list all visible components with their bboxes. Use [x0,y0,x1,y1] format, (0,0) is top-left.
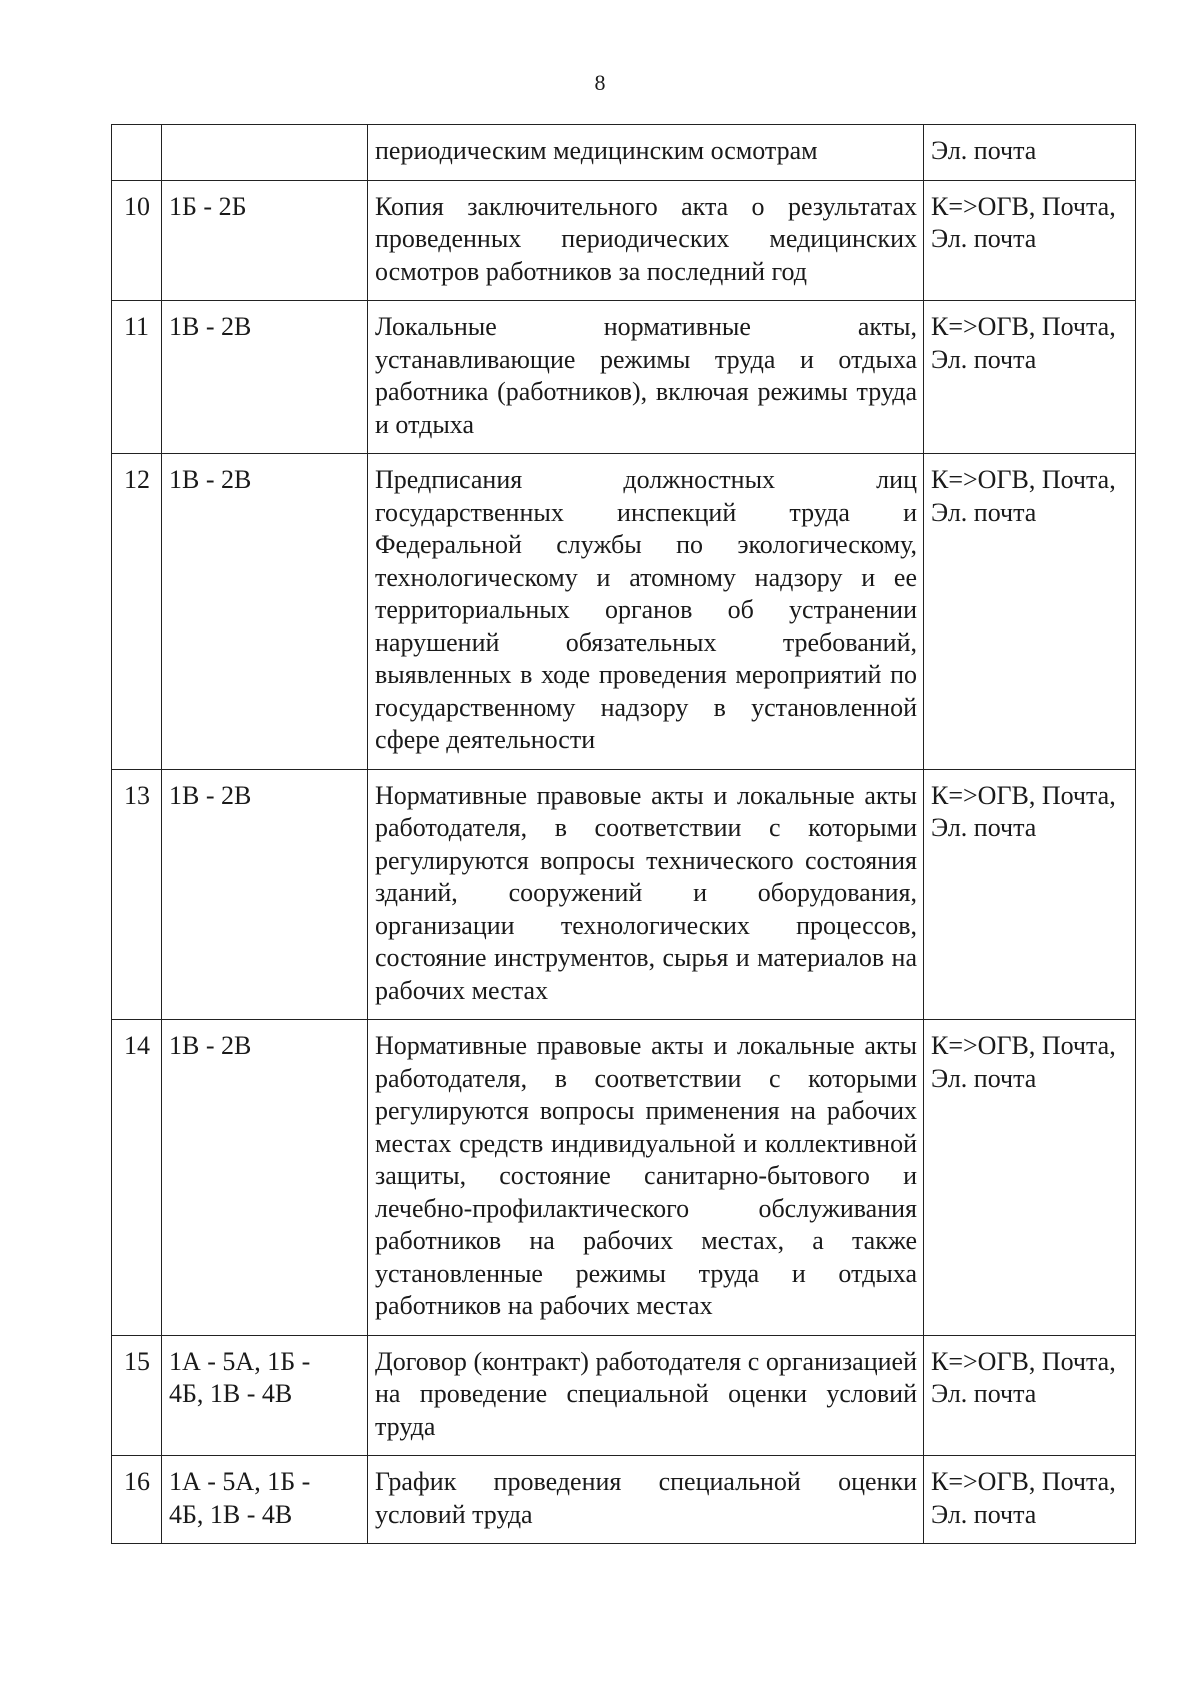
row-number: 12 [112,454,162,770]
table-row [112,1335,1136,1456]
row-description: Локальные нормативные акты, устанавливающие режимы труда и отдыха работника (работников), включая режимы труда и отдыха [368,301,924,454]
row-codes: 1В - 2В [162,769,368,1020]
row-description: Нормативные правовые акты и локальные акты работодателя, в соответствии с которыми регулируются вопросы применения на рабочих местах средств индивидуальной и коллективной защиты, состояние санитарно-бытового и лечебно-профилактического обслуживания работников на рабочих местах, а также установленные режимы труда и отдыха работников на рабочих местах [368,1020,924,1336]
row-method: К=>ОГВ, Почта, Эл. почта [924,769,1136,1020]
row-method: К=>ОГВ, Почта, Эл. почта [924,1335,1136,1456]
table-row [112,180,1136,301]
row-number: 10 [112,180,162,301]
row-codes [162,125,368,181]
row-codes: 1В - 2В [162,454,368,770]
row-description: График проведения специальной оценки условий труда [368,1456,924,1544]
row-number [112,125,162,181]
table-row-continuation [112,125,1136,181]
row-number: 14 [112,1020,162,1336]
row-codes: 1Б - 2Б [162,180,368,301]
row-description: периодическим медицинским осмотрам [368,125,924,181]
row-method: К=>ОГВ, Почта, Эл. почта [924,454,1136,770]
page-number: 8 [594,70,606,95]
row-method: Эл. почта [924,125,1136,181]
row-description: Договор (контракт) работодателя с организацией на проведение специальной оценки условий труда [368,1335,924,1456]
row-description: Нормативные правовые акты и локальные акты работодателя, в соответствии с которыми регулируются вопросы технического состояния зданий, сооружений и оборудования, организации технологических процессов, состояние инструментов, сырья и материалов на рабочих местах [368,769,924,1020]
row-description: Копия заключительного акта о результатах проведенных периодических медицинских осмотров работников за последний год [368,180,924,301]
table-row [112,1020,1136,1336]
row-number: 16 [112,1456,162,1544]
row-method: К=>ОГВ, Почта, Эл. почта [924,1456,1136,1544]
row-codes: 1В - 2В [162,301,368,454]
row-number: 15 [112,1335,162,1456]
row-description: Предписания должностных лиц государственных инспекций труда и Федеральной службы по экологическому, технологическому и атомному надзору и ее территориальных органов об устранении нарушений обязательных требований, выявленных в ходе проведения мероприятий по государственному надзору в установленной сфере деятельности [368,454,924,770]
row-method: К=>ОГВ, Почта, Эл. почта [924,301,1136,454]
table-row [112,769,1136,1020]
row-codes: 1А - 5А, 1Б - 4Б, 1В - 4В [162,1456,368,1544]
row-codes: 1В - 2В [162,1020,368,1336]
table-row [112,1456,1136,1544]
table-row [112,454,1136,770]
row-method: К=>ОГВ, Почта, Эл. почта [924,1020,1136,1336]
row-number: 11 [112,301,162,454]
row-method: К=>ОГВ, Почта, Эл. почта [924,180,1136,301]
table-row [112,301,1136,454]
documents-table [111,124,1136,1544]
row-codes: 1А - 5А, 1Б - 4Б, 1В - 4В [162,1335,368,1456]
row-number: 13 [112,769,162,1020]
